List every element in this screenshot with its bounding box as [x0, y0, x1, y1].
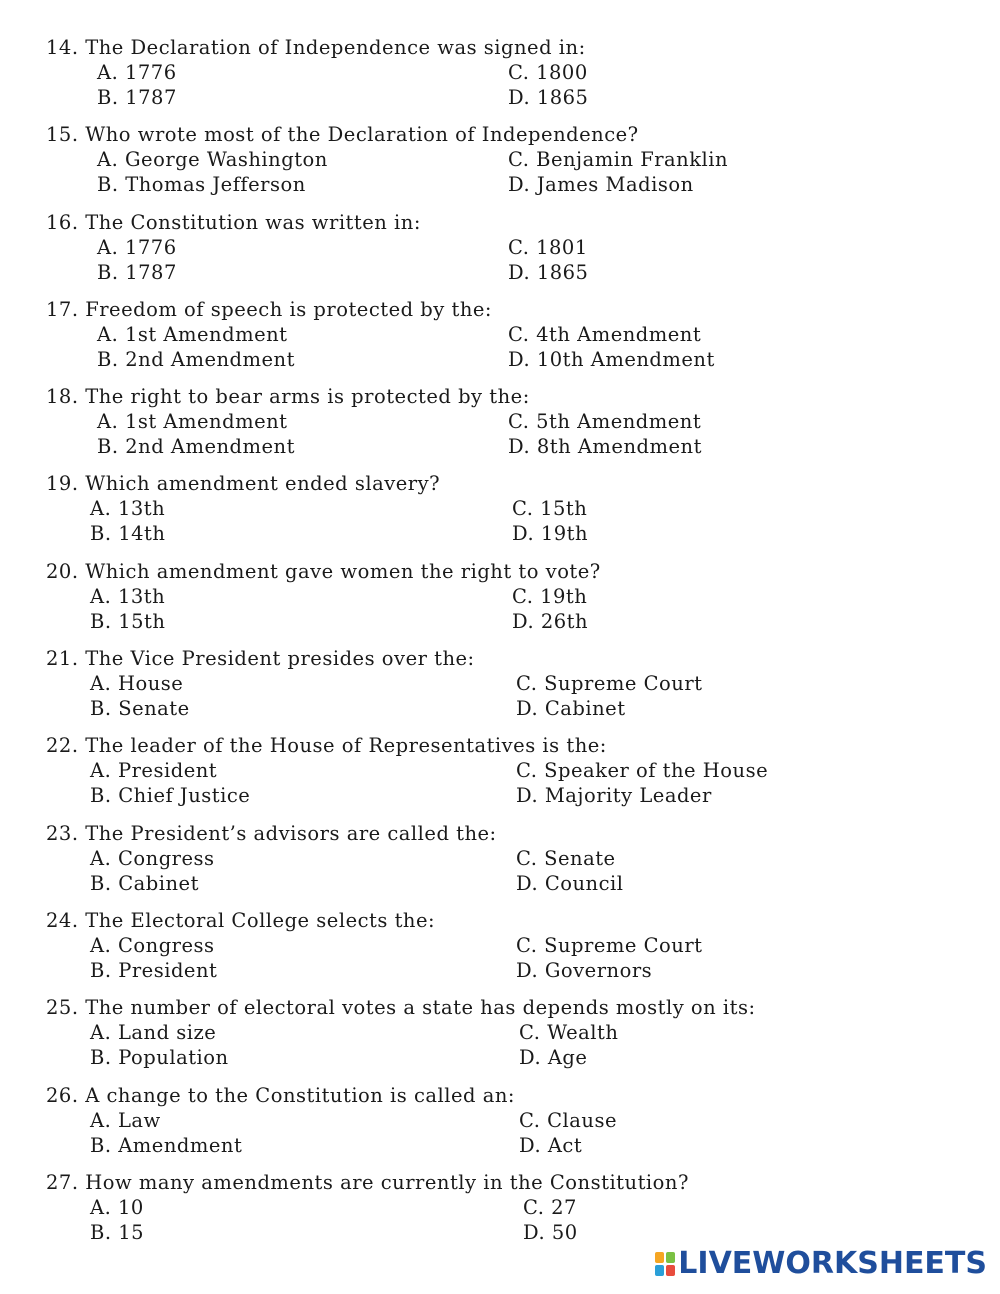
answer-option[interactable]: A. Congress	[90, 933, 215, 957]
logo-mark-square	[666, 1252, 675, 1263]
answer-option[interactable]: A. 10	[90, 1195, 144, 1219]
options-row	[46, 758, 946, 783]
options-row	[46, 1220, 946, 1245]
options-row	[46, 933, 946, 958]
options-row	[46, 1045, 946, 1070]
options-row	[46, 347, 946, 372]
answer-option[interactable]: A. Law	[90, 1108, 161, 1132]
liveworksheets-mark-icon	[655, 1252, 675, 1276]
question-item	[46, 995, 946, 1082]
options-row	[46, 1020, 946, 1045]
question-item	[46, 733, 946, 820]
answer-option[interactable]: B. 15	[90, 1220, 145, 1244]
question-stem: 18. The right to bear arms is protected by the:	[46, 385, 530, 409]
answer-option[interactable]: A. 1st Amendment	[97, 322, 288, 346]
question-item	[46, 559, 946, 646]
question-stem: 27. How many amendments are currently in the Constitution?	[46, 1170, 689, 1194]
options-row	[46, 1108, 946, 1133]
options-row	[46, 1195, 946, 1220]
question-item	[46, 471, 946, 558]
question-item	[46, 35, 946, 122]
question-item	[46, 297, 946, 384]
answer-option[interactable]: C. Senate	[516, 846, 616, 870]
answer-option[interactable]: D. 1865	[508, 260, 589, 284]
options-row	[46, 172, 946, 197]
options-row	[46, 584, 946, 609]
quiz-question-list	[46, 35, 946, 1257]
question-stem: 17. Freedom of speech is protected by the:	[46, 297, 493, 321]
answer-option[interactable]: B. 2nd Amendment	[97, 435, 295, 459]
options-row	[46, 696, 946, 721]
answer-option[interactable]: B. Population	[90, 1046, 229, 1070]
answer-option[interactable]: D. 8th Amendment	[508, 435, 702, 459]
options-row	[46, 260, 946, 285]
answer-option[interactable]: C. Benjamin Franklin	[508, 148, 729, 172]
question-item	[46, 210, 946, 297]
options-row	[46, 521, 946, 546]
question-stem: 16. The Constitution was written in:	[46, 210, 421, 234]
answer-option[interactable]: D. 19th	[512, 522, 589, 546]
question-item	[46, 122, 946, 209]
answer-option[interactable]: C. 4th Amendment	[508, 322, 702, 346]
question-item	[46, 821, 946, 908]
question-stem: 22. The leader of the House of Representatives is the:	[46, 734, 607, 758]
logo-mark-square	[666, 1265, 675, 1276]
options-row	[46, 1133, 946, 1158]
answer-option[interactable]: B. Senate	[90, 697, 190, 721]
answer-option[interactable]: B. Chief Justice	[90, 784, 251, 808]
question-item	[46, 1170, 946, 1257]
options-row	[46, 871, 946, 896]
answer-option[interactable]: D. James Madison	[508, 173, 694, 197]
options-row	[46, 409, 946, 434]
answer-option[interactable]: D. Governors	[516, 958, 653, 982]
answer-option[interactable]: D. Cabinet	[516, 697, 626, 721]
options-row	[46, 958, 946, 983]
options-row	[46, 846, 946, 871]
answer-option[interactable]: A. Congress	[90, 846, 215, 870]
answer-option[interactable]: C. 15th	[512, 497, 588, 521]
answer-option[interactable]: B. 14th	[90, 522, 166, 546]
answer-option[interactable]: D. Age	[519, 1046, 588, 1070]
answer-option[interactable]: B. Thomas Jefferson	[97, 173, 306, 197]
answer-option[interactable]: B. Cabinet	[90, 871, 199, 895]
answer-option[interactable]: A. 1st Amendment	[97, 410, 288, 434]
answer-option[interactable]: B. 1787	[97, 260, 177, 284]
question-item	[46, 908, 946, 995]
logo-mark-square	[655, 1252, 664, 1263]
answer-option[interactable]: A. President	[90, 759, 218, 783]
logo-mark-square	[655, 1265, 664, 1276]
question-stem: 23. The President’s advisors are called the:	[46, 821, 497, 845]
answer-option[interactable]: A. 1776	[97, 235, 177, 259]
options-row	[46, 783, 946, 808]
answer-option[interactable]: B. Amendment	[90, 1133, 243, 1157]
options-row	[46, 235, 946, 260]
question-stem: 19. Which amendment ended slavery?	[46, 472, 441, 496]
options-row	[46, 609, 946, 634]
answer-option[interactable]: A. 13th	[90, 497, 166, 521]
options-row	[46, 322, 946, 347]
answer-option[interactable]: C. Clause	[519, 1108, 618, 1132]
options-row	[46, 671, 946, 696]
options-row	[46, 147, 946, 172]
answer-option[interactable]: C. Supreme Court	[516, 933, 703, 957]
question-item	[46, 384, 946, 471]
answer-option[interactable]: B. President	[90, 958, 218, 982]
answer-option[interactable]: C. 1800	[508, 61, 588, 84]
answer-option[interactable]: C. Wealth	[519, 1021, 619, 1045]
question-stem: 15. Who wrote most of the Declaration of Independence?	[46, 123, 639, 147]
answer-option[interactable]: A. 1776	[97, 61, 177, 84]
answer-option[interactable]: C. Supreme Court	[516, 672, 703, 696]
question-stem: 24. The Electoral College selects the:	[46, 908, 436, 932]
question-stem: 14. The Declaration of Independence was signed in:	[46, 36, 586, 59]
answer-option[interactable]: C. 27	[523, 1195, 577, 1219]
question-item	[46, 1083, 946, 1170]
answer-option[interactable]: A. House	[90, 672, 184, 696]
answer-option[interactable]: D. 50	[523, 1220, 578, 1244]
answer-option[interactable]: D. Majority Leader	[516, 784, 712, 808]
answer-option[interactable]: A. 13th	[90, 584, 166, 608]
answer-option[interactable]: D. 26th	[512, 609, 589, 633]
answer-option[interactable]: C. 19th	[512, 584, 588, 608]
question-stem: 25. The number of electoral votes a state has depends mostly on its:	[46, 996, 756, 1020]
answer-option[interactable]: B. 1787	[97, 86, 177, 109]
question-item	[46, 646, 946, 733]
answer-option[interactable]: D. 1865	[508, 86, 589, 109]
answer-option[interactable]: D. Council	[516, 871, 624, 895]
options-row	[46, 60, 946, 85]
options-row	[46, 85, 946, 110]
question-stem: 20. Which amendment gave women the right to vote?	[46, 559, 601, 583]
answer-option[interactable]: C. 5th Amendment	[508, 410, 702, 434]
logo-text: LIVEWORKSHEETS	[678, 1246, 987, 1281]
answer-option[interactable]: B. 15th	[90, 609, 166, 633]
answer-option[interactable]: C. Speaker of the House	[516, 759, 769, 783]
liveworksheets-logo[interactable]	[655, 1246, 987, 1281]
answer-option[interactable]: D. Act	[519, 1133, 583, 1157]
answer-option[interactable]: C. 1801	[508, 235, 588, 259]
options-row	[46, 434, 946, 459]
answer-option[interactable]: A. Land size	[90, 1021, 217, 1045]
question-stem: 26. A change to the Constitution is called an:	[46, 1083, 515, 1107]
answer-option[interactable]: A. George Washington	[97, 148, 328, 172]
question-stem: 21. The Vice President presides over the:	[46, 647, 475, 671]
options-row	[46, 496, 946, 521]
answer-option[interactable]: D. 10th Amendment	[508, 347, 715, 371]
answer-option[interactable]: B. 2nd Amendment	[97, 347, 295, 371]
